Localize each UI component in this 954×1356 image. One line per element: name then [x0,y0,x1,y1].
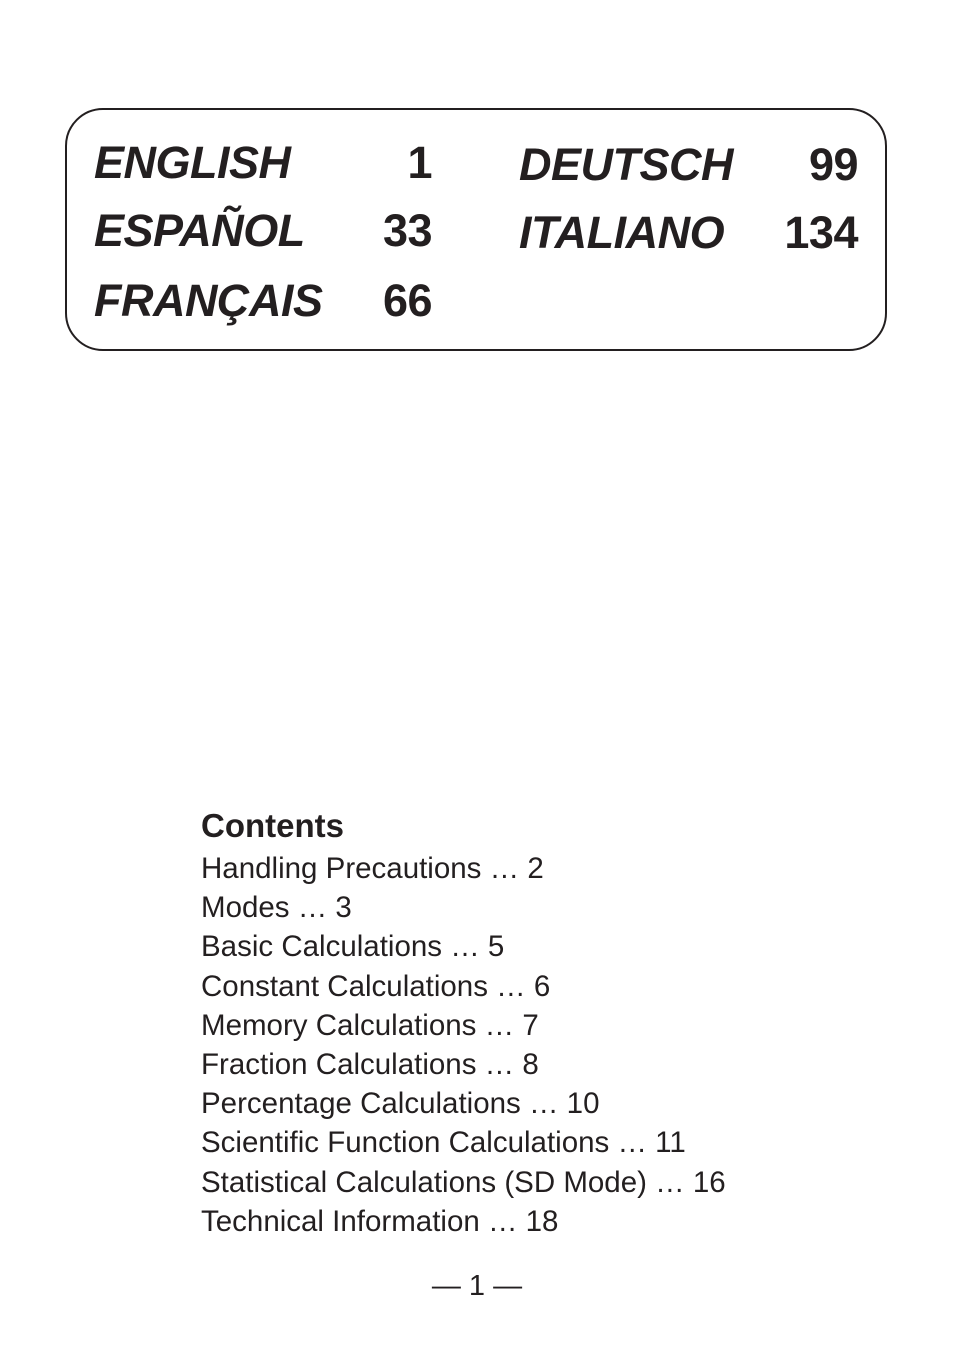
table-of-contents [201,803,901,1241]
toc-item-percentage-calculations: Percentage Calculations … 10 [201,1087,600,1121]
toc-item-technical-information: Technical Information … 18 [201,1204,559,1238]
language-page-deutsch: 99 [808,139,858,190]
toc-item-handling-precautions: Handling Precautions … 2 [201,852,544,885]
toc-list [201,849,901,1241]
language-page-espanol: 33 [382,205,432,256]
toc-item-modes: Modes … 3 [201,891,352,925]
language-name-italiano: ITALIANO [519,207,725,258]
toc-item-scientific-function-calculations: Scientific Function Calculations … 11 [201,1126,686,1160]
page-number: — 1 — [431,1270,523,1302]
toc-item-basic-calculations: Basic Calculations … 5 [201,930,505,964]
toc-item-statistical-calculations: Statistical Calculations (SD Mode) … 16 [201,1165,726,1199]
toc-item-memory-calculations: Memory Calculations … 7 [201,1008,539,1042]
language-page-francais: 66 [382,275,432,326]
language-page-english: 1 [407,137,432,188]
language-name-francais: FRANÇAIS [94,275,323,326]
contents-title: Contents [201,807,344,844]
toc-item-constant-calculations: Constant Calculations … 6 [201,969,551,1003]
language-page-italiano: 134 [784,207,858,258]
language-name-espanol: ESPAÑOL [94,205,305,256]
language-name-english: ENGLISH [94,137,291,188]
language-name-deutsch: DEUTSCH [519,139,734,190]
toc-item-fraction-calculations: Fraction Calculations … 8 [201,1048,539,1082]
